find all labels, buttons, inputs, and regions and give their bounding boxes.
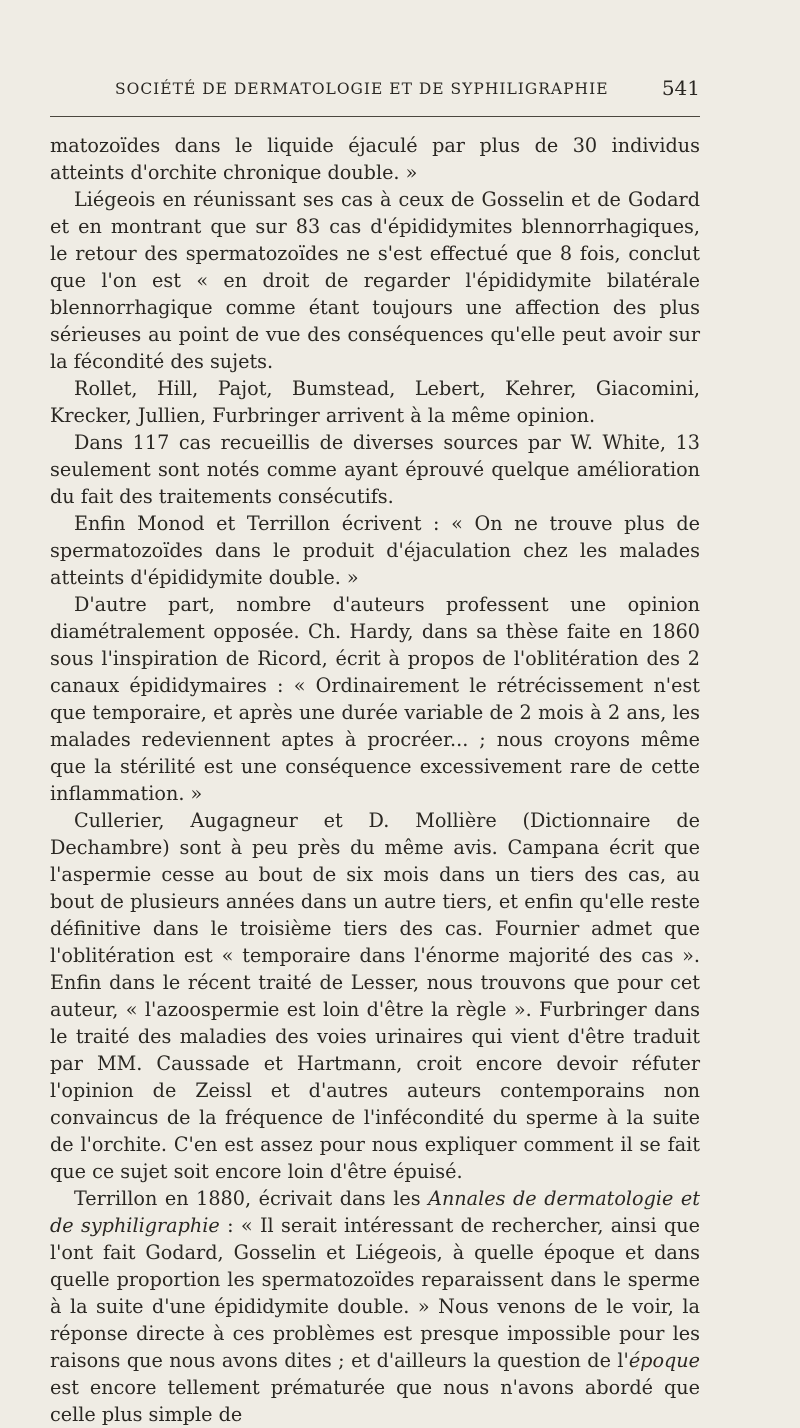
- page-number: 541: [661, 76, 700, 100]
- paragraph: Rollet, Hill, Pajot, Bumstead, Lebert, Kehrer, Giacomini, Krecker, Jullien, Furbringer arrivent à la même opinion.: [50, 377, 700, 427]
- paragraph: Dans 117 cas recueillis de diverses sources par W. White, 13 seulement sont notés comme ayant éprouvé quelque amélioration du fait des traitements consécutifs.: [50, 431, 700, 508]
- header-rule: [50, 116, 700, 117]
- running-head: SOCIÉTÉ DE DERMATOLOGIE ET DE SYPHILIGRAPHIE: [115, 80, 609, 98]
- paragraph-text: Terrillon en 1880, écrivait dans les: [74, 1187, 429, 1210]
- paragraph-text: : « Il serait intéressant de rechercher, ainsi que l'ont fait Godard, Gosselin et Liégeois, à quelle époque et dans quelle proportion les spermatozoïdes reparaissent dans le sperme à la suite d'une épididymite double. » Nous venons de le voir, la réponse directe à ces problèmes est presque impossible pour les raisons que nous avons dites ; et d'ailleurs la question de l': [50, 1214, 701, 1372]
- body-text: [50, 132, 700, 1428]
- journal-title: Annales de dermatologie et de syphiligraphie: [50, 1187, 700, 1237]
- paragraph: Enfin Monod et Terrillon écrivent : « On ne trouve plus de spermatozoïdes dans le produit d'éjaculation chez les malades atteints d'épididymite double. »: [50, 512, 700, 589]
- page-header: [50, 72, 700, 112]
- paragraph: Liégeois en réunissant ses cas à ceux de Gosselin et de Godard et en montrant que sur 83 cas d'épididymites blennorrhagiques, le retour des spermatozoïdes ne s'est effectué que 8 fois, conclut que l'on est « en droit de regarder l'épididymite bilatérale blennorrhagique comme étant toujours une affection des plus sérieuses au point de vue des conséquences qu'elle peut avoir sur la fécondité des sujets.: [50, 188, 700, 373]
- paragraph: matozoïdes dans le liquide éjaculé par plus de 30 individus atteints d'orchite chronique double. »: [50, 134, 700, 184]
- emphasized-word: époque: [628, 1349, 700, 1372]
- paragraph: Cullerier, Augagneur et D. Mollière (Dictionnaire de Dechambre) sont à peu près du même avis. Campana écrit que l'aspermie cesse au bout de six mois dans un tiers des cas, au bout de plusieurs années dans un autre tiers, et enfin qu'elle reste définitive dans le troisième tiers des cas. Fournier admet que l'oblitération est « temporaire dans l'énorme majorité des cas ». Enfin dans le récent traité de Lesser, nous trouvons que pour cet auteur, « l'azoospermie est loin d'être la règle ». Furbringer dans le traité des maladies des voies urinaires qui vient d'être traduit par MM. Caussade et Hartmann, croit encore devoir réfuter l'opinion de Zeissl et d'autres auteurs contemporains non convaincus de la fréquence de l'infécondité du sperme à la suite de l'orchite. C'en est assez pour nous expliquer comment il se fait que ce sujet soit encore loin d'être épuisé.: [50, 809, 700, 1183]
- paragraph: [50, 1185, 700, 1428]
- paragraph: D'autre part, nombre d'auteurs professent une opinion diamétralement opposée. Ch. Hardy, dans sa thèse faite en 1860 sous l'inspiration de Ricord, écrit à propos de l'oblitération des 2 canaux épididymaires : « Ordinairement le rétrécissement n'est que temporaire, et après une durée variable de 2 mois à 2 ans, les malades redeviennent aptes à procréer... ; nous croyons même que la stérilité est une conséquence excessivement rare de cette inflammation. »: [50, 593, 700, 805]
- paragraph-text: est encore tellement prématurée que nous n'avons abordé que celle plus simple de: [50, 1376, 700, 1426]
